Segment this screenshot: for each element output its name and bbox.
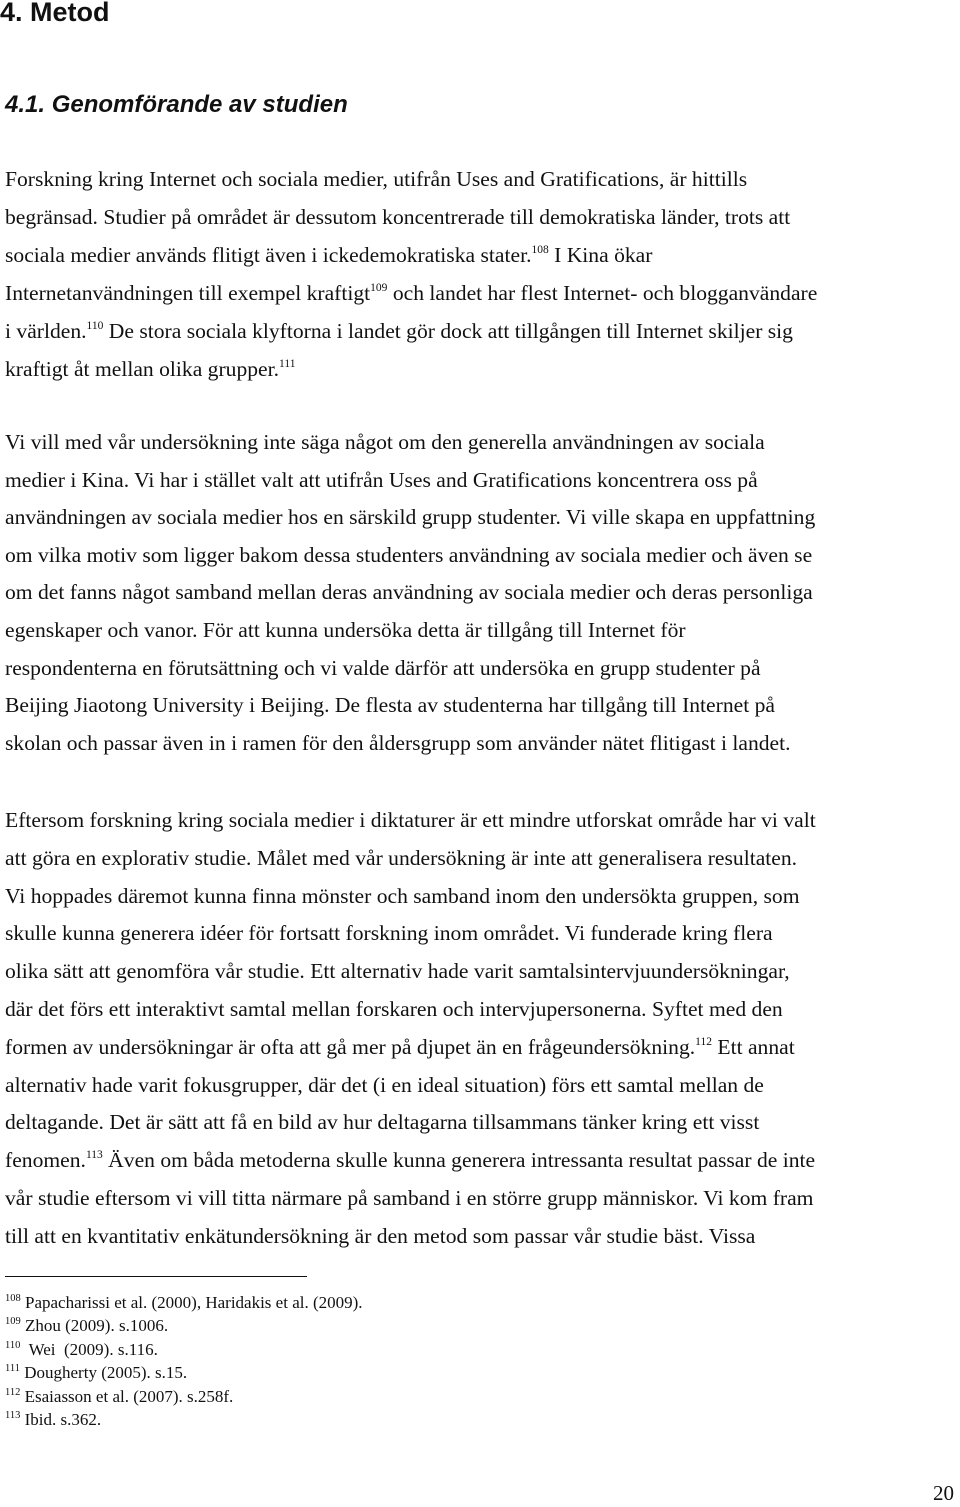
- section-heading: 4.1. Genomförande av studien: [5, 91, 348, 118]
- footnote-number: 110: [5, 1339, 21, 1351]
- footnote-ref-108: 108: [531, 244, 549, 256]
- text-line: skulle kunna generera idéer för fortsatt forskning inom området. Vi funderade kring flera: [5, 921, 773, 946]
- text-line: respondenterna en förutsättning och vi valde därför att undersöka en grupp studenter på: [5, 655, 761, 680]
- footnote-text: Zhou (2009). s.1006.: [20, 1316, 169, 1336]
- footnote-111: [5, 1361, 363, 1384]
- paragraph-1: [5, 160, 960, 388]
- footnote-number: 112: [5, 1386, 21, 1398]
- text-line: Vi vill med vår undersökning inte säga något om den generella användningen av sociala: [5, 430, 765, 454]
- footnote-number: 113: [5, 1410, 21, 1422]
- text-line: vår studie eftersom vi vill titta närmare på samband i en större grupp människor. Vi kom fram: [5, 1185, 814, 1210]
- text-line: att göra en explorativ studie. Målet med vår undersökning är inte att generalisera resultaten.: [5, 845, 798, 870]
- footnote-text: Dougherty (2005). s.15.: [19, 1363, 188, 1383]
- text-line: i världen.$^{110}$ De stora sociala klyftorna i landet gör dock att tillgången till Internet skiljer sig: [5, 319, 793, 343]
- text-line: om det fanns något samband mellan deras användning av sociala medier och deras personliga: [5, 580, 813, 605]
- footnote-number: 111: [5, 1363, 20, 1375]
- footnote-ref-109: 109: [370, 282, 388, 294]
- paragraph-3: [5, 802, 960, 1256]
- text-line: alternativ hade varit fokusgrupper, där det (i en ideal situation) förs ett samtal mellan de: [5, 1072, 764, 1097]
- footnote-text: Wei (2009). s.116.: [20, 1339, 158, 1359]
- text-line: egenskaper och vanor. För att kunna undersöka detta är tillgång till Internet för: [5, 617, 686, 642]
- paragraph-2: [5, 424, 960, 762]
- text-line: Vi hoppades däremot kunna finna mönster och samband inom den undersökta gruppen, som: [5, 883, 800, 908]
- footnote-number: 108: [5, 1293, 21, 1304]
- text-line: sociala medier används flitigt även i ickedemokratiska stater.$^{108}$ I Kina ökar: [5, 243, 653, 267]
- text-line: olika sätt att genomföra vår studie. Ett alternativ hade varit samtalsintervjuundersökningar,: [5, 959, 790, 984]
- footnote-text: Ibid. s.362.: [20, 1410, 102, 1430]
- text-line: till att en kvantitativ enkätundersökning är den metod som passar vår studie bäst. Vissa: [5, 1223, 756, 1248]
- footnote-ref-110: 110: [86, 320, 104, 332]
- text-line: Eftersom forskning kring sociala medier i diktaturer är ett mindre utforskat område har vi valt: [5, 808, 816, 832]
- text-line: kraftigt åt mellan olika grupper.$^{111}$: [5, 357, 296, 381]
- footnote-ref-112: 112: [695, 1035, 712, 1048]
- text-line: användningen av sociala medier hos en särskild grupp studenter. Vi ville skapa en uppfattning: [5, 505, 816, 530]
- text-line: Beijing Jiaotong University i Beijing. De flesta av studenterna har tillgång till Internet på: [5, 693, 775, 718]
- footnote-ref-111: 111: [279, 358, 296, 370]
- footnote-number: 109: [5, 1316, 21, 1328]
- page-number: 20: [933, 1481, 954, 1505]
- footnote-109: [5, 1314, 363, 1337]
- text-line: där det förs ett interaktivt samtal mellan forskaren och intervjupersonerna. Syftet med den: [5, 996, 783, 1021]
- footnote-113: [5, 1408, 363, 1431]
- footnote-108: [5, 1291, 363, 1314]
- footnote-text: Esaiasson et al. (2007). s.258f.: [20, 1386, 234, 1406]
- text-line: skolan och passar även in i ramen för den åldersgrupp som använder nätet flitigast i landet.: [5, 730, 791, 755]
- footnotes: [5, 1291, 363, 1431]
- text-line: Internetanvändningen till exempel kraftigt$^{109}$ och landet har flest Internet- och blogganvändare: [5, 281, 818, 305]
- footnote-110: [5, 1338, 363, 1361]
- footnote-text: Papacharissi et al. (2000), Haridakis et al. (2009).: [20, 1293, 363, 1312]
- chapter-heading: 4. Metod: [0, 0, 110, 27]
- footnote-ref-113: 113: [85, 1149, 103, 1162]
- text-line: fenomen.$^{113}$ Även om båda metoderna skulle kunna generera intressanta resultat passar de inte: [5, 1148, 816, 1173]
- footnote-divider: [5, 1276, 307, 1277]
- text-line: begränsad. Studier på området är dessutom koncentrerade till demokratiska länder, trots att: [5, 205, 791, 229]
- text-line: formen av undersökningar är ofta att gå mer på djupet än en frågeundersökning.$^{112}$ Ett annat: [5, 1034, 795, 1059]
- text-line: om vilka motiv som ligger bakom dessa studenters användning av sociala medier och även se: [5, 542, 813, 567]
- footnote-112: [5, 1385, 363, 1408]
- text-line: deltagande. Det är sätt att få en bild av hur deltagarna tillsammans tänker kring ett visst: [5, 1110, 760, 1135]
- text-line: Forskning kring Internet och sociala medier, utifrån Uses and Gratifications, är hittills: [5, 167, 748, 191]
- text-line: medier i Kina. Vi har i stället valt att utifrån Uses and Gratifications koncentrera oss på: [5, 467, 758, 492]
